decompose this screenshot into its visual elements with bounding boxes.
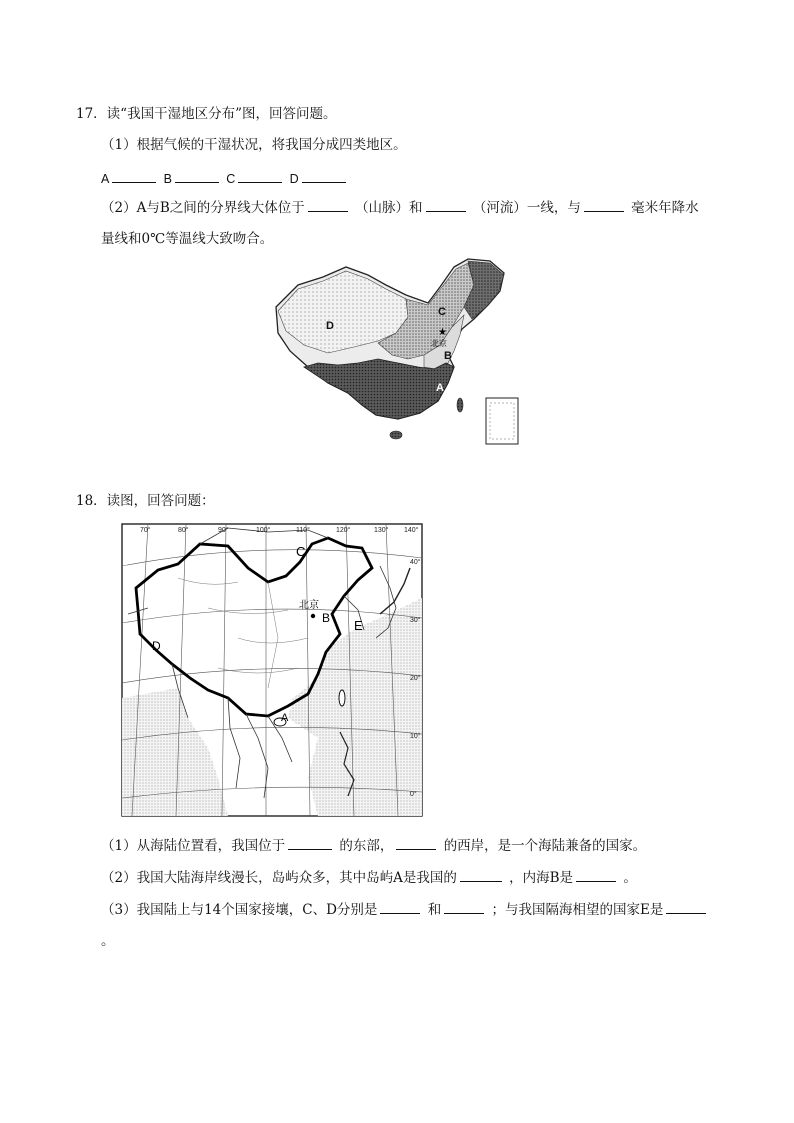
map1-label-a: A [436, 382, 444, 394]
q18-part1-text-b: 的东部， [339, 838, 394, 854]
map1-label-c: C [438, 306, 446, 318]
taiwan-island [457, 398, 463, 412]
map1-beijing-star: ★ [438, 327, 447, 338]
q18-part3-end: 。 [101, 933, 115, 949]
q18-part2-text-b: ，内海B是 [509, 870, 574, 886]
map1-label-b: B [444, 350, 452, 362]
map2-label-a: A [281, 712, 289, 724]
answer-blank-d[interactable] [302, 168, 346, 183]
dry-wet-regions-map [268, 255, 528, 450]
map2-label-beijing: 北京 [299, 600, 319, 611]
q17-stem: 17．读“我国干湿地区分布”图，回答问题。 [76, 106, 337, 122]
q18-part3-text-c: ；与我国隔海相望的国家E是 [491, 902, 664, 918]
taiwan-island [339, 690, 345, 706]
q17-part2-text-b: （山脉）和 [355, 200, 423, 216]
answer-blank-a[interactable] [112, 168, 156, 183]
map1-label-d: D [326, 320, 334, 332]
map2-label-c: C [296, 544, 306, 559]
lat-label-20: 20° [410, 675, 421, 682]
china-neighbors-map [118, 518, 426, 822]
lon-label-130: 130° [374, 527, 389, 534]
answer-blank-country-e[interactable] [666, 899, 706, 914]
lat-label-30: 30° [410, 617, 421, 624]
answer-blank-island[interactable] [460, 867, 502, 882]
q18-part2 [101, 867, 637, 888]
q18-part3 [101, 899, 709, 920]
q17-part2-text-a: （2）A与B之间的分界线大体位于 [101, 200, 305, 216]
q18-stem: 18．读图，回答问题： [76, 493, 215, 509]
map1-label-beijing: 北京 [431, 339, 447, 348]
lon-label-140: 140° [404, 527, 419, 534]
q17-part2 [101, 197, 699, 218]
q18-part1 [101, 835, 646, 856]
q17-part2-text-d: 毫米年降水 [631, 200, 699, 216]
lon-label-100: 100° [256, 527, 271, 534]
blank-label-c: C [226, 172, 236, 186]
answer-blank-ocean[interactable] [396, 835, 436, 850]
q18-part2-text-a: （2）我国大陆海岸线漫长，岛屿众多，其中岛屿A是我国的 [101, 870, 457, 886]
map2-beijing-dot [311, 614, 315, 618]
q17-part2-text-c: （河流）一线，与 [472, 200, 581, 216]
lat-label-40: 40° [410, 559, 421, 566]
q18-part1-text-c: 的西岸，是一个海陆兼备的国家。 [443, 838, 647, 854]
answer-blank-b[interactable] [175, 168, 219, 183]
map2-label-b: B [322, 611, 331, 625]
q18-part1-text-a: （1）从海陆位置看，我国位于 [101, 838, 286, 854]
map2-label-e: E [354, 618, 363, 633]
answer-blank-inland-sea[interactable] [576, 867, 616, 882]
q17-blank-row [101, 168, 349, 189]
lon-label-120: 120° [336, 527, 351, 534]
lon-label-90: 90° [218, 527, 229, 534]
answer-blank-country-d[interactable] [444, 899, 484, 914]
lat-label-10: 10° [410, 733, 421, 740]
q17-part2-cont: 量线和0℃等温线大致吻合。 [101, 231, 274, 247]
lat-label-0: 0° [410, 791, 417, 798]
q18-part2-text-c: 。 [623, 870, 637, 886]
map2-label-d: D [152, 639, 161, 653]
q17-part1: （1）根据气候的干湿状况，将我国分成四类地区。 [101, 137, 407, 153]
blank-label-b: B [163, 172, 172, 186]
answer-blank-continent[interactable] [288, 835, 332, 850]
q18-part3-text-a: （3）我国陆上与14个国家接壤，C、D分别是 [101, 902, 378, 918]
lon-label-70: 70° [140, 527, 151, 534]
blank-label-d: D [289, 172, 299, 186]
blank-label-a: A [101, 172, 110, 186]
answer-blank-mountain[interactable] [308, 197, 348, 212]
q18-part3-text-b: 和 [427, 902, 442, 918]
answer-blank-river[interactable] [426, 197, 466, 212]
answer-blank-country-c[interactable] [380, 899, 420, 914]
south-sea-inset [486, 398, 518, 444]
answer-blank-c[interactable] [238, 168, 282, 183]
lon-label-80: 80° [178, 527, 189, 534]
answer-blank-rainfall[interactable] [584, 197, 624, 212]
lon-label-110: 110° [296, 527, 310, 534]
hainan-island [390, 431, 402, 439]
